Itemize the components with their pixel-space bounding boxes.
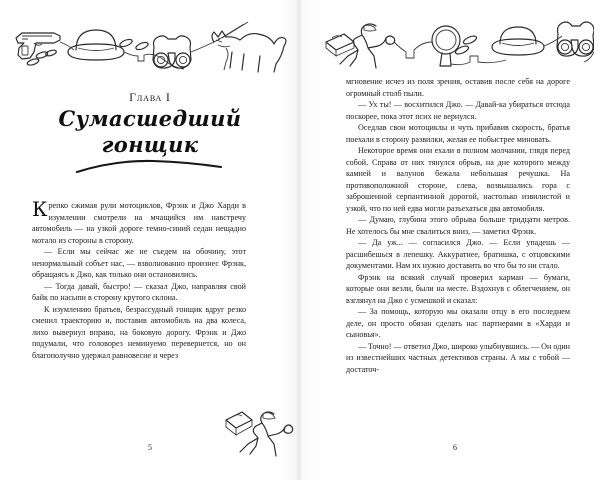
left-header-illustration — [8, 12, 292, 74]
chapter-title-line-2: гонщик — [101, 131, 199, 157]
binoculars-icon — [153, 36, 191, 68]
chapter-title-line-1: Сумасшедший — [58, 106, 242, 131]
page-number-right: 6 — [453, 443, 457, 452]
briefcase-icon — [226, 412, 252, 435]
drop-cap: К — [32, 197, 48, 221]
paragraph: К изумлению братьев, безрассудный гонщик вдруг резко сменил траекторию и, поставив автомобиль на два колеса, лихо вывернул вправо, на боковую дорогу. Фрэнк и Джо подумали, что головорез неминуемо перевернется, но он благополучно удержал равновесие и через — [32, 304, 246, 360]
paragraph: — Ух ты! — восхитился Джо. — Давай-ка убираться отсюда поскорее, пока этот псих не вернулся. — [346, 100, 570, 121]
paragraph: Оседлав свои мотоциклы и чуть прибавив скорость, братья поехали в сторону развилки, желая ее побыстрее миновать. — [346, 123, 570, 144]
paragraph: Некоторое время они ехали в полном молчании, глядя перед собой. Справа от них тянулся обрыв, на дне которого между камней и валунов бежала небольшая речушка. На противоположной стороне, слева, возвышались гора с заброшенной серпантинной дорогой, настолько извилистой и узкой, что по ней едва могли разъехаться два автомобиля. — [346, 146, 570, 213]
page-number-left: 5 — [148, 443, 152, 452]
paragraph-text: репко сжимая рули мотоциклов, Фрэнк и Джо Харди в изумлении смотрели на мчащийся им навстречу автомобиль — на узкой дороге темно-синий седан нещадно мотало из стороны в сторону. — [32, 201, 246, 245]
paragraph: — За помощь, которую мы оказали отцу в его последнем деле, он просто обязан сделать нас партнерами в «Харди и сыновья». — [346, 307, 570, 339]
running-detective-icon — [340, 24, 395, 68]
running-man-icon — [240, 412, 293, 456]
paragraph: — Если мы сейчас же не съедем на обочину, этот ненормальный собъет нас, — взволнованно произнес Фрэнк, обращаясь к Джо, как только они остановились. — [32, 247, 246, 279]
left-page-body-text — [32, 197, 246, 361]
fedora-hat-icon — [68, 30, 124, 60]
paragraph: — Да уж... — согласился Джо. — Если упадешь — расшибешься в лепешку. Аккуратнее, братишка, с отцовскими документами. Нам их нужно доставить во что бы то ни стало. — [346, 238, 570, 270]
briefcase-icon — [326, 34, 354, 56]
title-swash-flourish — [75, 158, 225, 174]
chapter-label: Глава I — [129, 92, 171, 104]
chapter-title-block — [18, 106, 282, 179]
footprints-icon — [454, 34, 477, 55]
right-header-illustration — [318, 12, 594, 74]
paragraph: — Точно! — ответил Джо, широко улыбнувшись. — Он один из известнейших частных детективов страны. А мы с тобой — достаточ- — [346, 341, 570, 374]
fedora-hat-icon — [492, 27, 544, 55]
paragraph: — Думаю, глубина этого обрыва больше тридцати метров. Не хотелось бы мне свалиться вниз, — заметил Фрэнк. — [346, 215, 570, 236]
paragraph: мгновение исчез из поля зрения, оставив после себя на дороге огромный столб пыли. — [346, 77, 570, 98]
magnifying-glass-icon — [432, 26, 460, 66]
paragraph: — Тогда давай, быстро! — сказал Джо, направляя свой байк по насыпи в сторону крутого склона. — [32, 281, 246, 302]
right-page-body-text — [346, 76, 570, 375]
paragraph: Фрэнк на всякий случай проверил карман — бумаги, которые они везли, были на месте. Вздохнув с облегчением, он взглянул на Джо с усмешкой и сказал: — [346, 272, 570, 305]
corner-illustration-running-detective — [222, 408, 296, 470]
bullets-icon — [26, 49, 56, 66]
paragraph — [32, 197, 246, 246]
binoculars-icon — [557, 22, 594, 62]
